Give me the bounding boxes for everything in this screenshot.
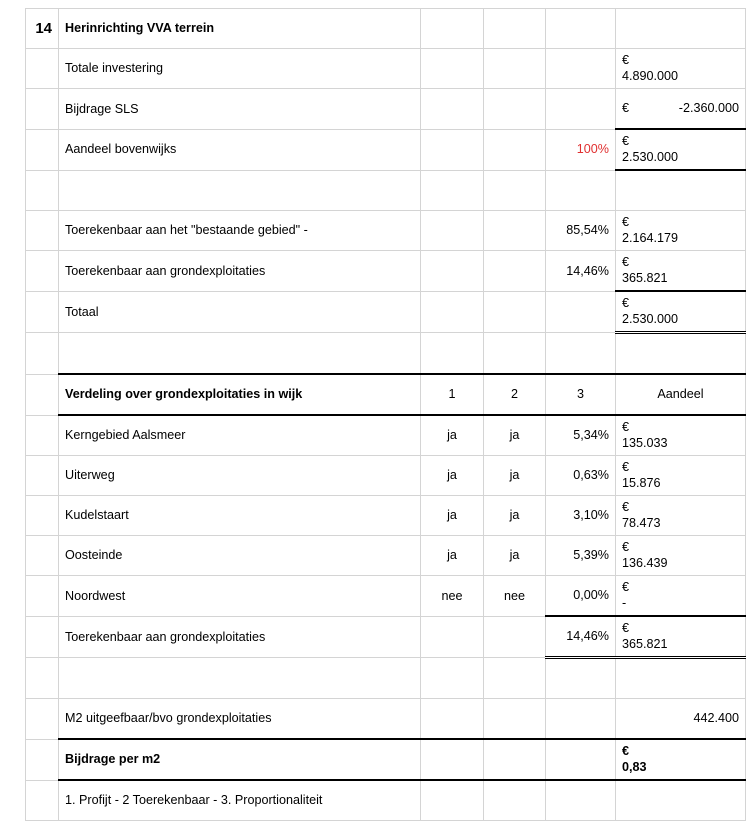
cell-empty <box>616 333 746 375</box>
cell-empty <box>26 699 59 740</box>
cell-empty <box>26 658 59 699</box>
cell-empty <box>59 333 421 375</box>
amount-value: -2.360.000 <box>678 100 739 115</box>
row-amount <box>616 89 746 130</box>
euro-symbol: € <box>622 743 630 758</box>
per-m2-label: Bijdrage per m2 <box>59 739 421 780</box>
cell-empty <box>26 49 59 89</box>
cell-empty <box>26 291 59 333</box>
euro-symbol: € <box>622 100 630 115</box>
table-row-highlight <box>26 739 746 780</box>
row-flag-two: ja <box>484 536 546 576</box>
amount-value: 365.821 <box>622 270 668 285</box>
amount-value: 2.530.000 <box>622 149 679 164</box>
section-header-label: Verdeling over grondexploitaties in wijk <box>59 374 421 415</box>
row-flag-one: nee <box>421 576 484 617</box>
column-header-two: 2 <box>484 374 546 415</box>
row-label: Kudelstaart <box>59 496 421 536</box>
table-row <box>26 251 746 292</box>
cell-empty <box>484 49 546 89</box>
row-label: Kerngebied Aalsmeer <box>59 415 421 456</box>
row-amount <box>616 129 746 170</box>
cell-empty <box>26 333 59 375</box>
cell-empty <box>421 9 484 49</box>
cell-empty <box>59 170 421 211</box>
row-amount <box>616 415 746 456</box>
row-amount <box>616 291 746 333</box>
cell-empty <box>546 9 616 49</box>
row-percent <box>546 89 616 130</box>
cell-empty <box>421 333 484 375</box>
cell-empty <box>26 456 59 496</box>
cell-empty <box>26 616 59 658</box>
table-row <box>26 699 746 740</box>
cell-empty <box>546 658 616 699</box>
row-percent: 0,63% <box>546 456 616 496</box>
cell-empty <box>26 89 59 130</box>
table-row-title <box>26 9 746 49</box>
row-label: Aandeel bovenwijks <box>59 129 421 170</box>
cell-empty <box>421 129 484 170</box>
cell-empty <box>484 251 546 292</box>
row-label: Totaal <box>59 291 421 333</box>
cell-empty <box>546 780 616 821</box>
table-row <box>26 536 746 576</box>
spreadsheet-sheet <box>25 8 745 821</box>
cell-empty <box>26 374 59 415</box>
cell-empty <box>421 780 484 821</box>
per-m2-amount <box>616 739 746 780</box>
euro-symbol: € <box>622 499 630 514</box>
row-label: Noordwest <box>59 576 421 617</box>
row-label: Toerekenbaar aan grondexploitaties <box>59 616 421 658</box>
cell-empty <box>484 211 546 251</box>
table-row <box>26 415 746 456</box>
cell-empty <box>421 170 484 211</box>
cell-empty <box>484 170 546 211</box>
cell-empty <box>484 739 546 780</box>
row-label: Uiterweg <box>59 456 421 496</box>
amount-value: 136.439 <box>622 555 668 570</box>
euro-symbol: € <box>622 295 630 310</box>
table-row-spacer <box>26 170 746 211</box>
amount-value: 365.821 <box>622 636 668 651</box>
table-row <box>26 129 746 170</box>
table-row <box>26 496 746 536</box>
euro-symbol: € <box>622 52 630 67</box>
row-label: Oosteinde <box>59 536 421 576</box>
cell-empty <box>421 616 484 658</box>
cell-empty <box>26 739 59 780</box>
cell-empty <box>616 658 746 699</box>
row-flag-one: ja <box>421 456 484 496</box>
euro-symbol: € <box>622 620 630 635</box>
row-amount <box>616 456 746 496</box>
table-row <box>26 456 746 496</box>
amount-value: 78.473 <box>622 515 661 530</box>
amount-value: 4.890.000 <box>622 68 679 83</box>
row-label: Toerekenbaar aan het "bestaande gebied" - <box>59 211 421 251</box>
column-header-one: 1 <box>421 374 484 415</box>
row-percent <box>546 49 616 89</box>
cell-empty <box>484 780 546 821</box>
row-percent: 5,34% <box>546 415 616 456</box>
table-row <box>26 89 746 130</box>
cell-empty <box>26 170 59 211</box>
row-percent: 85,54% <box>546 211 616 251</box>
column-header-three: 3 <box>546 374 616 415</box>
amount-value: 2.530.000 <box>622 311 679 326</box>
row-amount <box>616 251 746 292</box>
m2-value: 442.400 <box>616 699 746 740</box>
cell-empty <box>546 739 616 780</box>
cell-empty <box>546 699 616 740</box>
cell-empty <box>421 291 484 333</box>
row-flag-one: ja <box>421 536 484 576</box>
project-title: Herinrichting VVA terrein <box>59 9 421 49</box>
table-row <box>26 49 746 89</box>
amount-value: 15.876 <box>622 475 661 490</box>
cell-empty <box>26 415 59 456</box>
row-amount <box>616 496 746 536</box>
amount-value: 135.033 <box>622 435 668 450</box>
cell-empty <box>484 658 546 699</box>
table-row-spacer <box>26 333 746 375</box>
row-percent: 14,46% <box>546 616 616 658</box>
row-amount <box>616 49 746 89</box>
row-flag-one: ja <box>421 496 484 536</box>
amount-value: 0,83 <box>622 759 647 774</box>
euro-symbol: € <box>622 539 630 554</box>
row-percent: 0,00% <box>546 576 616 617</box>
row-flag-two: ja <box>484 456 546 496</box>
row-percent: 3,10% <box>546 496 616 536</box>
cell-empty <box>484 89 546 130</box>
cell-empty <box>484 9 546 49</box>
row-percent <box>546 291 616 333</box>
cell-empty <box>421 49 484 89</box>
cell-empty <box>26 496 59 536</box>
cell-empty <box>26 129 59 170</box>
column-header-share: Aandeel <box>616 374 746 415</box>
cell-empty <box>26 536 59 576</box>
row-label: Bijdrage SLS <box>59 89 421 130</box>
table-row <box>26 576 746 617</box>
cell-empty <box>484 616 546 658</box>
bovenwijkse-voorziening-table <box>25 8 746 821</box>
row-amount <box>616 576 746 617</box>
cell-empty <box>421 211 484 251</box>
row-flag-two: ja <box>484 415 546 456</box>
cell-empty <box>616 170 746 211</box>
amount-value: - <box>622 595 627 610</box>
cell-empty <box>484 333 546 375</box>
cell-empty <box>421 89 484 130</box>
cell-empty <box>26 780 59 821</box>
table-row <box>26 211 746 251</box>
row-label: Toerekenbaar aan grondexploitaties <box>59 251 421 292</box>
row-amount <box>616 536 746 576</box>
table-row-footnote <box>26 780 746 821</box>
cell-empty <box>26 211 59 251</box>
cell-empty <box>421 658 484 699</box>
row-amount <box>616 211 746 251</box>
row-flag-two: nee <box>484 576 546 617</box>
euro-symbol: € <box>622 214 630 229</box>
cell-empty <box>546 170 616 211</box>
cell-empty <box>59 658 421 699</box>
row-flag-two: ja <box>484 496 546 536</box>
cell-empty <box>616 9 746 49</box>
table-row-total <box>26 291 746 333</box>
euro-symbol: € <box>622 459 630 474</box>
row-amount <box>616 616 746 658</box>
footnote-text: 1. Profijt - 2 Toerekenbaar - 3. Proportionaliteit <box>59 780 421 821</box>
row-label: Totale investering <box>59 49 421 89</box>
row-percent: 5,39% <box>546 536 616 576</box>
cell-empty <box>484 291 546 333</box>
cell-empty <box>546 333 616 375</box>
table-row-total <box>26 616 746 658</box>
amount-value: 2.164.179 <box>622 230 679 245</box>
project-number: 14 <box>26 9 59 49</box>
row-label: M2 uitgeefbaar/bvo grondexploitaties <box>59 699 421 740</box>
table-row-section-header <box>26 374 746 415</box>
cell-empty <box>421 739 484 780</box>
table-row-spacer <box>26 658 746 699</box>
cell-empty <box>26 576 59 617</box>
cell-empty <box>484 699 546 740</box>
row-percent: 14,46% <box>546 251 616 292</box>
row-percent: 100% <box>546 129 616 170</box>
euro-symbol: € <box>622 254 630 269</box>
euro-symbol: € <box>622 579 630 594</box>
euro-symbol: € <box>622 133 630 148</box>
cell-empty <box>484 129 546 170</box>
cell-empty <box>616 780 746 821</box>
row-flag-one: ja <box>421 415 484 456</box>
euro-symbol: € <box>622 419 630 434</box>
cell-empty <box>421 251 484 292</box>
cell-empty <box>26 251 59 292</box>
cell-empty <box>421 699 484 740</box>
